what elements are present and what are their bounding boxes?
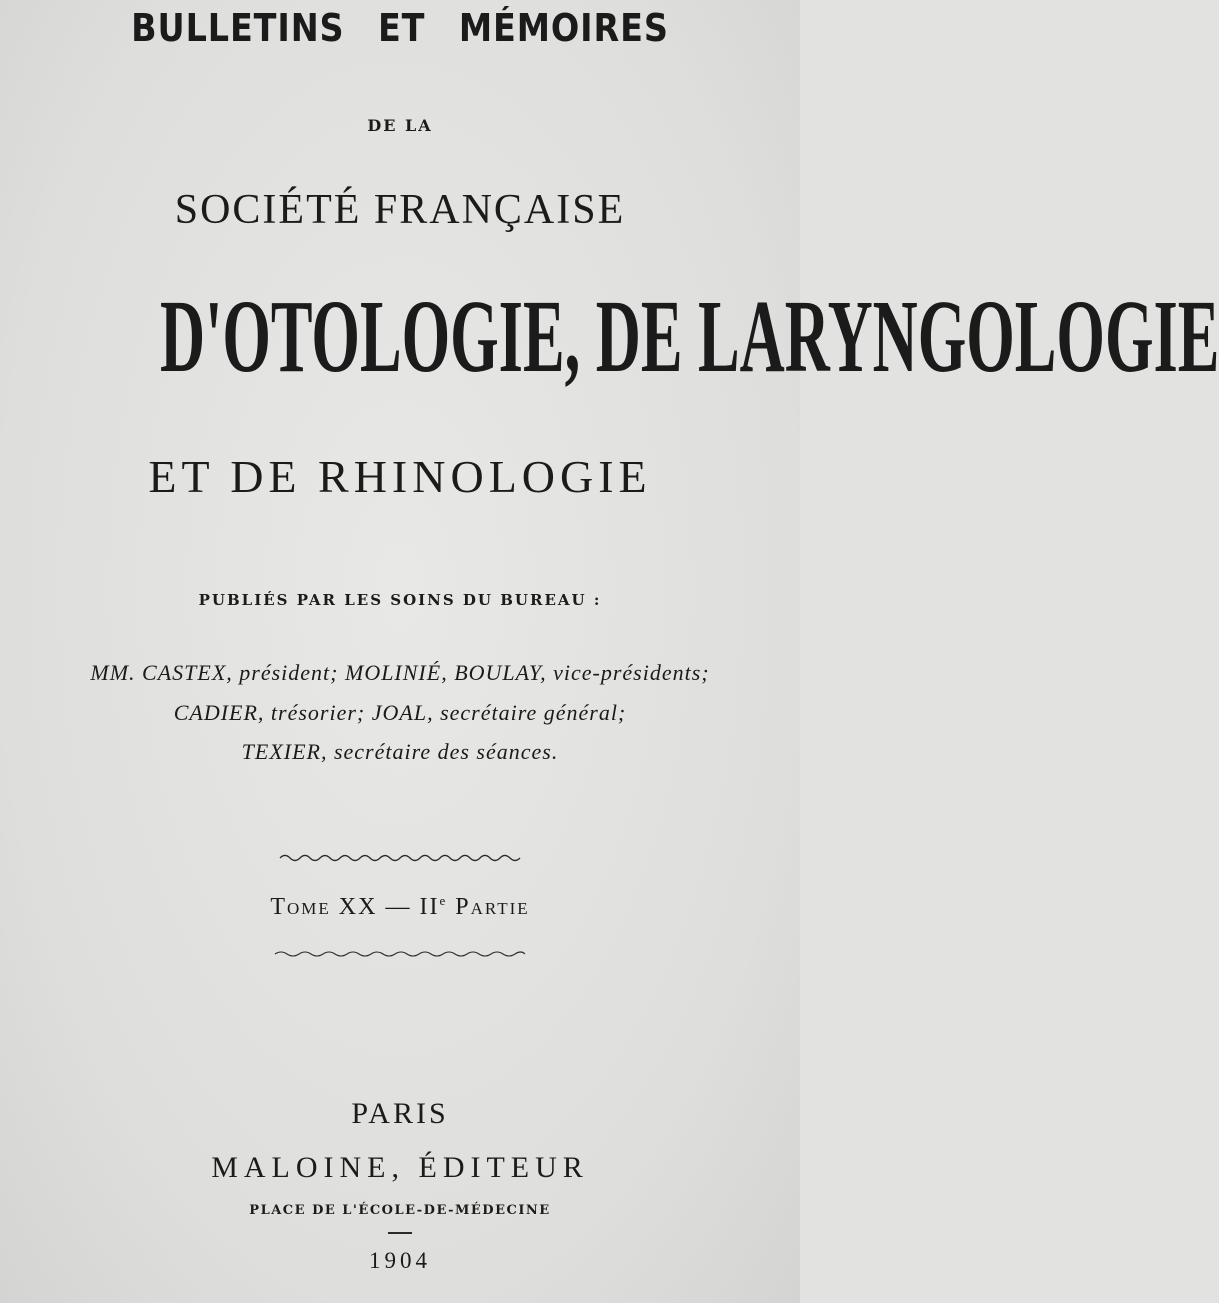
wavy-ornament-top bbox=[0, 852, 800, 864]
title-word-bulletins: BULLETINS bbox=[131, 6, 345, 50]
wavy-ornament-bottom bbox=[0, 948, 800, 960]
title-word-et: ET bbox=[377, 6, 426, 50]
volume-tome: Tome XX bbox=[270, 894, 378, 920]
imprint-rule bbox=[388, 1232, 412, 1234]
imprint-address: PLACE DE L'ÉCOLE-DE-MÉDECINE bbox=[249, 1203, 551, 1218]
volume-separator: — bbox=[385, 894, 412, 920]
volume-info bbox=[0, 893, 800, 921]
published-by: PUBLIÉS PAR LES SOINS DU BUREAU : bbox=[198, 591, 602, 609]
imprint-year: 1904 bbox=[369, 1248, 431, 1273]
volume-part-number: II bbox=[419, 894, 440, 920]
volume-part-word: Partie bbox=[455, 894, 530, 920]
title-word-memoires: MÉMOIRES bbox=[458, 6, 669, 50]
imprint-publisher: MALOINE, ÉDITEUR bbox=[211, 1151, 589, 1184]
society-specialties-cont: ET DE RHINOLOGIE bbox=[148, 451, 652, 502]
bureau-line-3: TEXIER, secrétaire des séances. bbox=[241, 739, 559, 764]
journal-title-line2: DE LA bbox=[367, 116, 433, 135]
volume-part-superscript: e bbox=[439, 893, 448, 908]
society-name: SOCIÉTÉ FRANÇAISE bbox=[174, 187, 626, 233]
bureau-line-1: MM. CASTEX, président; MOLINIÉ, BOULAY, vice-présidents; bbox=[90, 660, 710, 685]
society-specialties: D'OTOLOGIE, DE LARYNGOLOGIE bbox=[159, 279, 1219, 394]
journal-title-line1 bbox=[48, 6, 752, 50]
imprint-city: PARIS bbox=[351, 1097, 449, 1130]
bureau-line-2: CADIER, trésorier; JOAL, secrétaire général; bbox=[173, 700, 627, 725]
